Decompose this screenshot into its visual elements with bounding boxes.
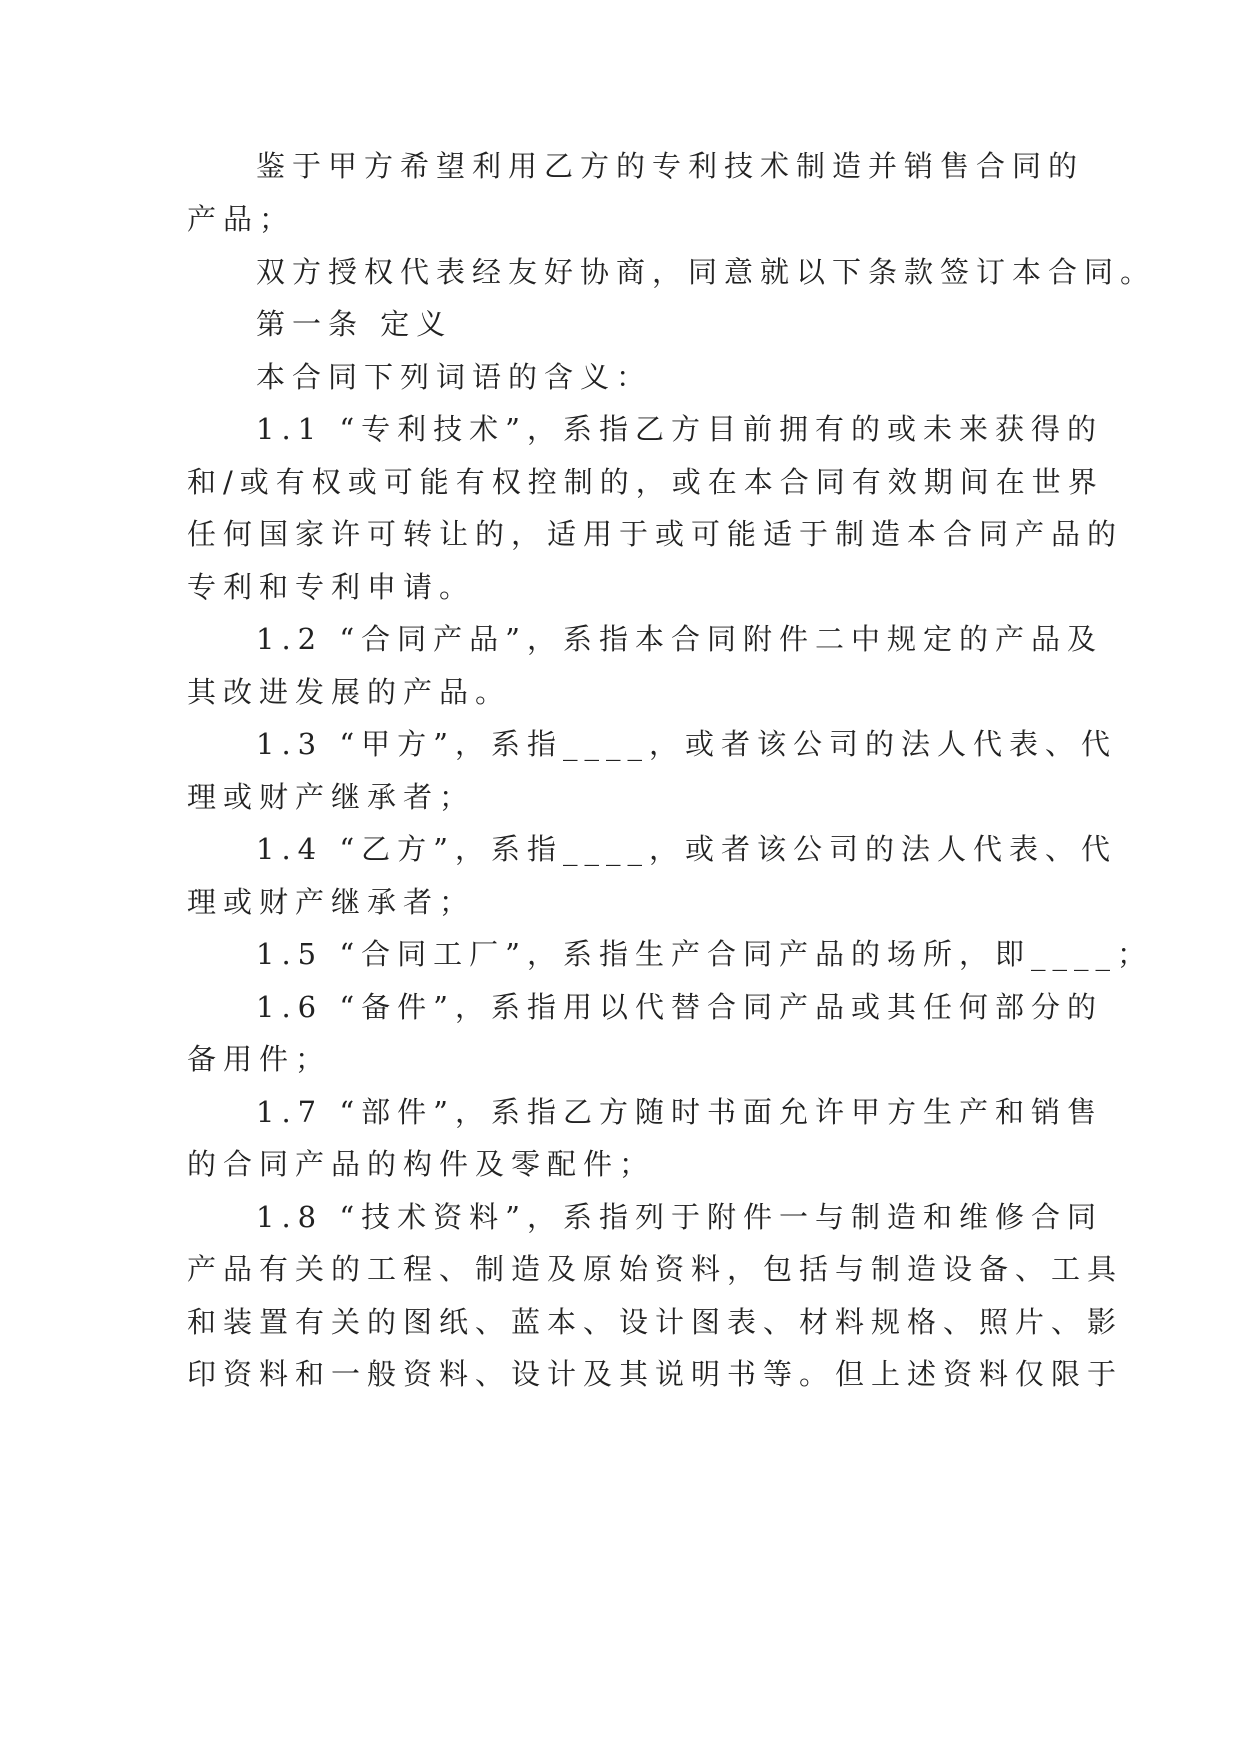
clause-line: 理或财产继承者； xyxy=(187,780,476,814)
clause-line: 1.5 “合同工厂”，系指生产合同产品的场所，即____； xyxy=(256,937,1153,971)
paragraph-line: 鉴于甲方希望利用乙方的专利技术制造并销售合同的 xyxy=(256,149,1085,183)
clause-line: 理或财产继承者； xyxy=(187,885,476,919)
clause-line: 1.3 “甲方”，系指____，或者该公司的法人代表、代 xyxy=(256,727,1117,761)
clause-line: 的合同产品的构件及零配件； xyxy=(187,1147,656,1181)
paragraph-line: 双方授权代表经友好协商，同意就以下条款签订本合同。 xyxy=(256,255,1157,289)
clause-line: 任何国家许可转让的，适用于或可能适于制造本合同产品的 xyxy=(187,517,1124,551)
clause-line: 1.4 “乙方”，系指____，或者该公司的法人代表、代 xyxy=(256,832,1117,866)
clause-line: 1.7 “部件”，系指乙方随时书面允许甲方生产和销售 xyxy=(256,1095,1103,1129)
clause-line: 产品有关的工程、制造及原始资料，包括与制造设备、工具 xyxy=(187,1252,1124,1286)
paragraph-line: 本合同下列词语的含义： xyxy=(256,360,653,394)
clause-line: 专利和专利申请。 xyxy=(187,570,476,604)
clause-line: 备用件； xyxy=(187,1042,332,1076)
clause-line: 1.6 “备件”，系指用以代替合同产品或其任何部分的 xyxy=(256,990,1103,1024)
clause-line: 1.8 “技术资料”，系指列于附件一与制造和维修合同 xyxy=(256,1200,1103,1234)
clause-line: 1.1 “专利技术”，系指乙方目前拥有的或未来获得的 xyxy=(256,412,1103,446)
clause-line: 和/或有权或可能有权控制的，或在本合同有效期间在世界 xyxy=(187,465,1104,499)
section-heading: 第一条 定义 xyxy=(256,307,453,341)
clause-line: 1.2 “合同产品”，系指本合同附件二中规定的产品及 xyxy=(256,622,1103,656)
paragraph-line: 产品； xyxy=(187,202,296,236)
clause-line: 印资料和一般资料、设计及其说明书等。但上述资料仅限于 xyxy=(187,1357,1124,1391)
clause-line: 其改进发展的产品。 xyxy=(187,675,512,709)
clause-line: 和装置有关的图纸、蓝本、设计图表、材料规格、照片、影 xyxy=(187,1305,1124,1339)
